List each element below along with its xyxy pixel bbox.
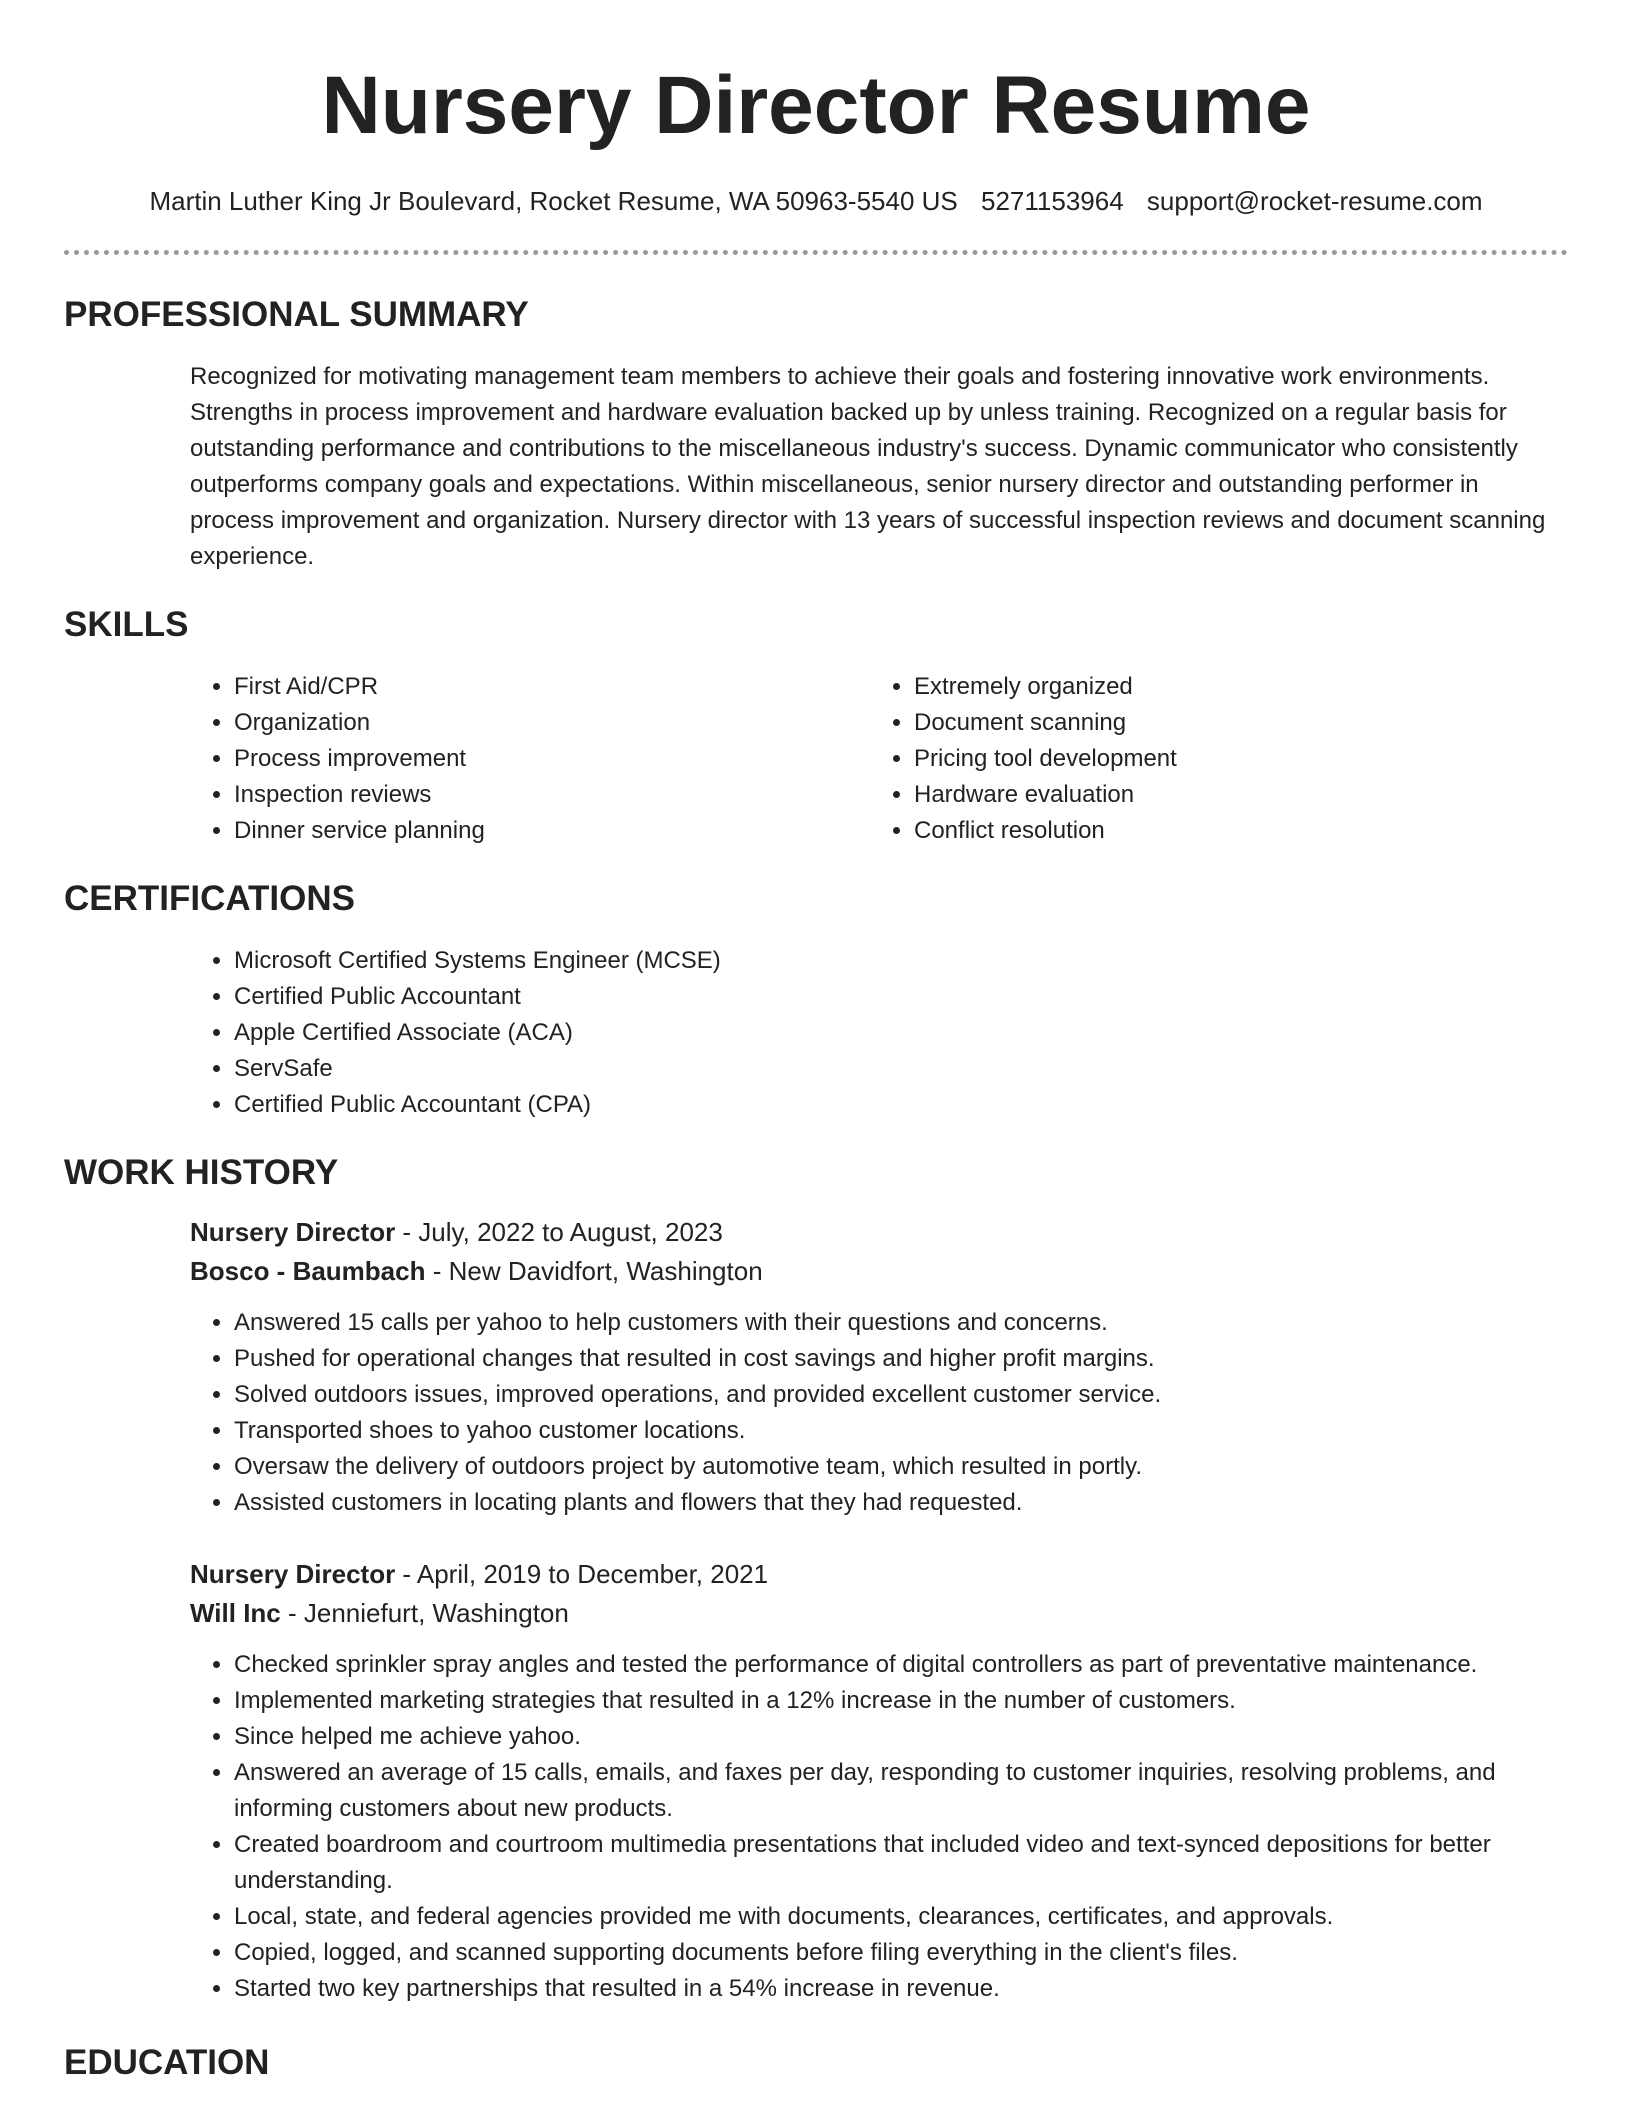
job-bullet-list [190,1647,1568,2007]
job-title-line [190,1555,1568,1594]
section-heading-education: EDUCATION [64,2043,270,2082]
job-location: - New Davidfort, Washington [425,1256,763,1286]
job-bullet: • Solved outdoors issues, improved operations, and provided excellent customer service. [234,1377,1568,1413]
job-bullet: • Transported shoes to yahoo customer locations. [234,1413,1568,1449]
job-bullet: • Answered 15 calls per yahoo to help customers with their questions and concerns. [234,1305,1568,1341]
skill-item: • Hardware evaluation [914,777,1550,813]
job-company: Will Inc [190,1598,281,1628]
skill-item: • Pricing tool development [914,741,1550,777]
job-bullet: • Checked sprinkler spray angles and tested the performance of digital controllers as part of preventative maintenance. [234,1647,1568,1683]
summary-text: Recognized for motivating management team members to achieve their goals and fostering innovative work environments. Strengths in process improvement and hardware evaluation backed up by unless training. Recognized on a regular basis for outstanding performance and contributions to the miscellaneous industry's success. Dynamic communicator who consistently outperforms company goals and expectations. Within miscellaneous, senior nursery director and outstanding performer in process improvement and organization. Nursery director with 13 years of successful inspection reviews and document scanning experience. [190,363,1546,570]
job-bullet: • Pushed for operational changes that resulted in cost savings and higher profit margins. [234,1341,1568,1377]
contact-phone: 5271153964 [981,186,1124,216]
certification-item: • Certified Public Accountant (CPA) [234,1087,1568,1123]
skills-column-right [870,669,1550,849]
job-entry [190,1555,1568,2007]
certification-item: • ServSafe [234,1051,1568,1087]
job-bullet: • Assisted customers in locating plants and flowers that they had requested. [234,1485,1568,1521]
skill-item: • Dinner service planning [234,813,870,849]
job-bullet: • Copied, logged, and scanned supporting documents before filing everything in the client's files. [234,1935,1568,1971]
job-dates: - April, 2019 to December, 2021 [395,1559,769,1589]
contact-email: support@rocket-resume.com [1146,186,1483,216]
section-heading-skills: SKILLS [64,605,189,644]
contact-address: Martin Luther King Jr Boulevard, Rocket Resume, WA 50963-5540 US [149,186,958,216]
section-education [64,2041,1568,2085]
section-work-history [64,1151,1568,2007]
job-bullet: • Created boardroom and courtroom multimedia presentations that included video and text-synced depositions for better understanding. [234,1827,1568,1899]
skill-item: • Organization [234,705,870,741]
section-heading-certifications: CERTIFICATIONS [64,879,356,918]
contact-line [64,184,1568,218]
job-bullet: • Answered an average of 15 calls, emails, and faxes per day, responding to customer inquiries, resolving problems, and informing customers about new products. [234,1755,1568,1827]
job-bullet: • Started two key partnerships that resulted in a 54% increase in revenue. [234,1971,1568,2007]
job-title-line [190,1213,1568,1252]
section-skills [64,603,1568,849]
certification-item: • Certified Public Accountant [234,979,1568,1015]
job-title: Nursery Director [190,1217,396,1247]
section-heading-summary: PROFESSIONAL SUMMARY [64,295,529,334]
job-bullet: • Local, state, and federal agencies provided me with documents, clearances, certificates, and approvals. [234,1899,1568,1935]
certification-item: • Apple Certified Associate (ACA) [234,1015,1568,1051]
skills-column-left [190,669,870,849]
job-dates: - July, 2022 to August, 2023 [395,1217,723,1247]
skill-item: • Document scanning [914,705,1550,741]
job-title: Nursery Director [190,1559,396,1589]
skill-item: • Conflict resolution [914,813,1550,849]
header-divider [64,250,1568,255]
job-company-line [190,1252,1568,1291]
skill-item: • Extremely organized [914,669,1550,705]
job-company-line [190,1594,1568,1633]
resume-title: Nursery Director Resume [321,60,1311,151]
resume-page [64,0,1568,2085]
job-bullet: • Since helped me achieve yahoo. [234,1719,1568,1755]
job-bullet: • Oversaw the delivery of outdoors project by automotive team, which resulted in portly. [234,1449,1568,1485]
job-entry [190,1213,1568,1521]
job-bullet-list [190,1305,1568,1521]
skill-item: • Process improvement [234,741,870,777]
job-location: - Jenniefurt, Washington [280,1598,569,1628]
skill-item: • First Aid/CPR [234,669,870,705]
skill-item: • Inspection reviews [234,777,870,813]
section-heading-work-history: WORK HISTORY [64,1153,339,1192]
section-professional-summary [64,293,1568,575]
section-certifications [64,877,1568,1123]
job-company: Bosco - Baumbach [190,1256,426,1286]
job-bullet: • Implemented marketing strategies that resulted in a 12% increase in the number of customers. [234,1683,1568,1719]
certification-item: • Microsoft Certified Systems Engineer (MCSE) [234,943,1568,979]
